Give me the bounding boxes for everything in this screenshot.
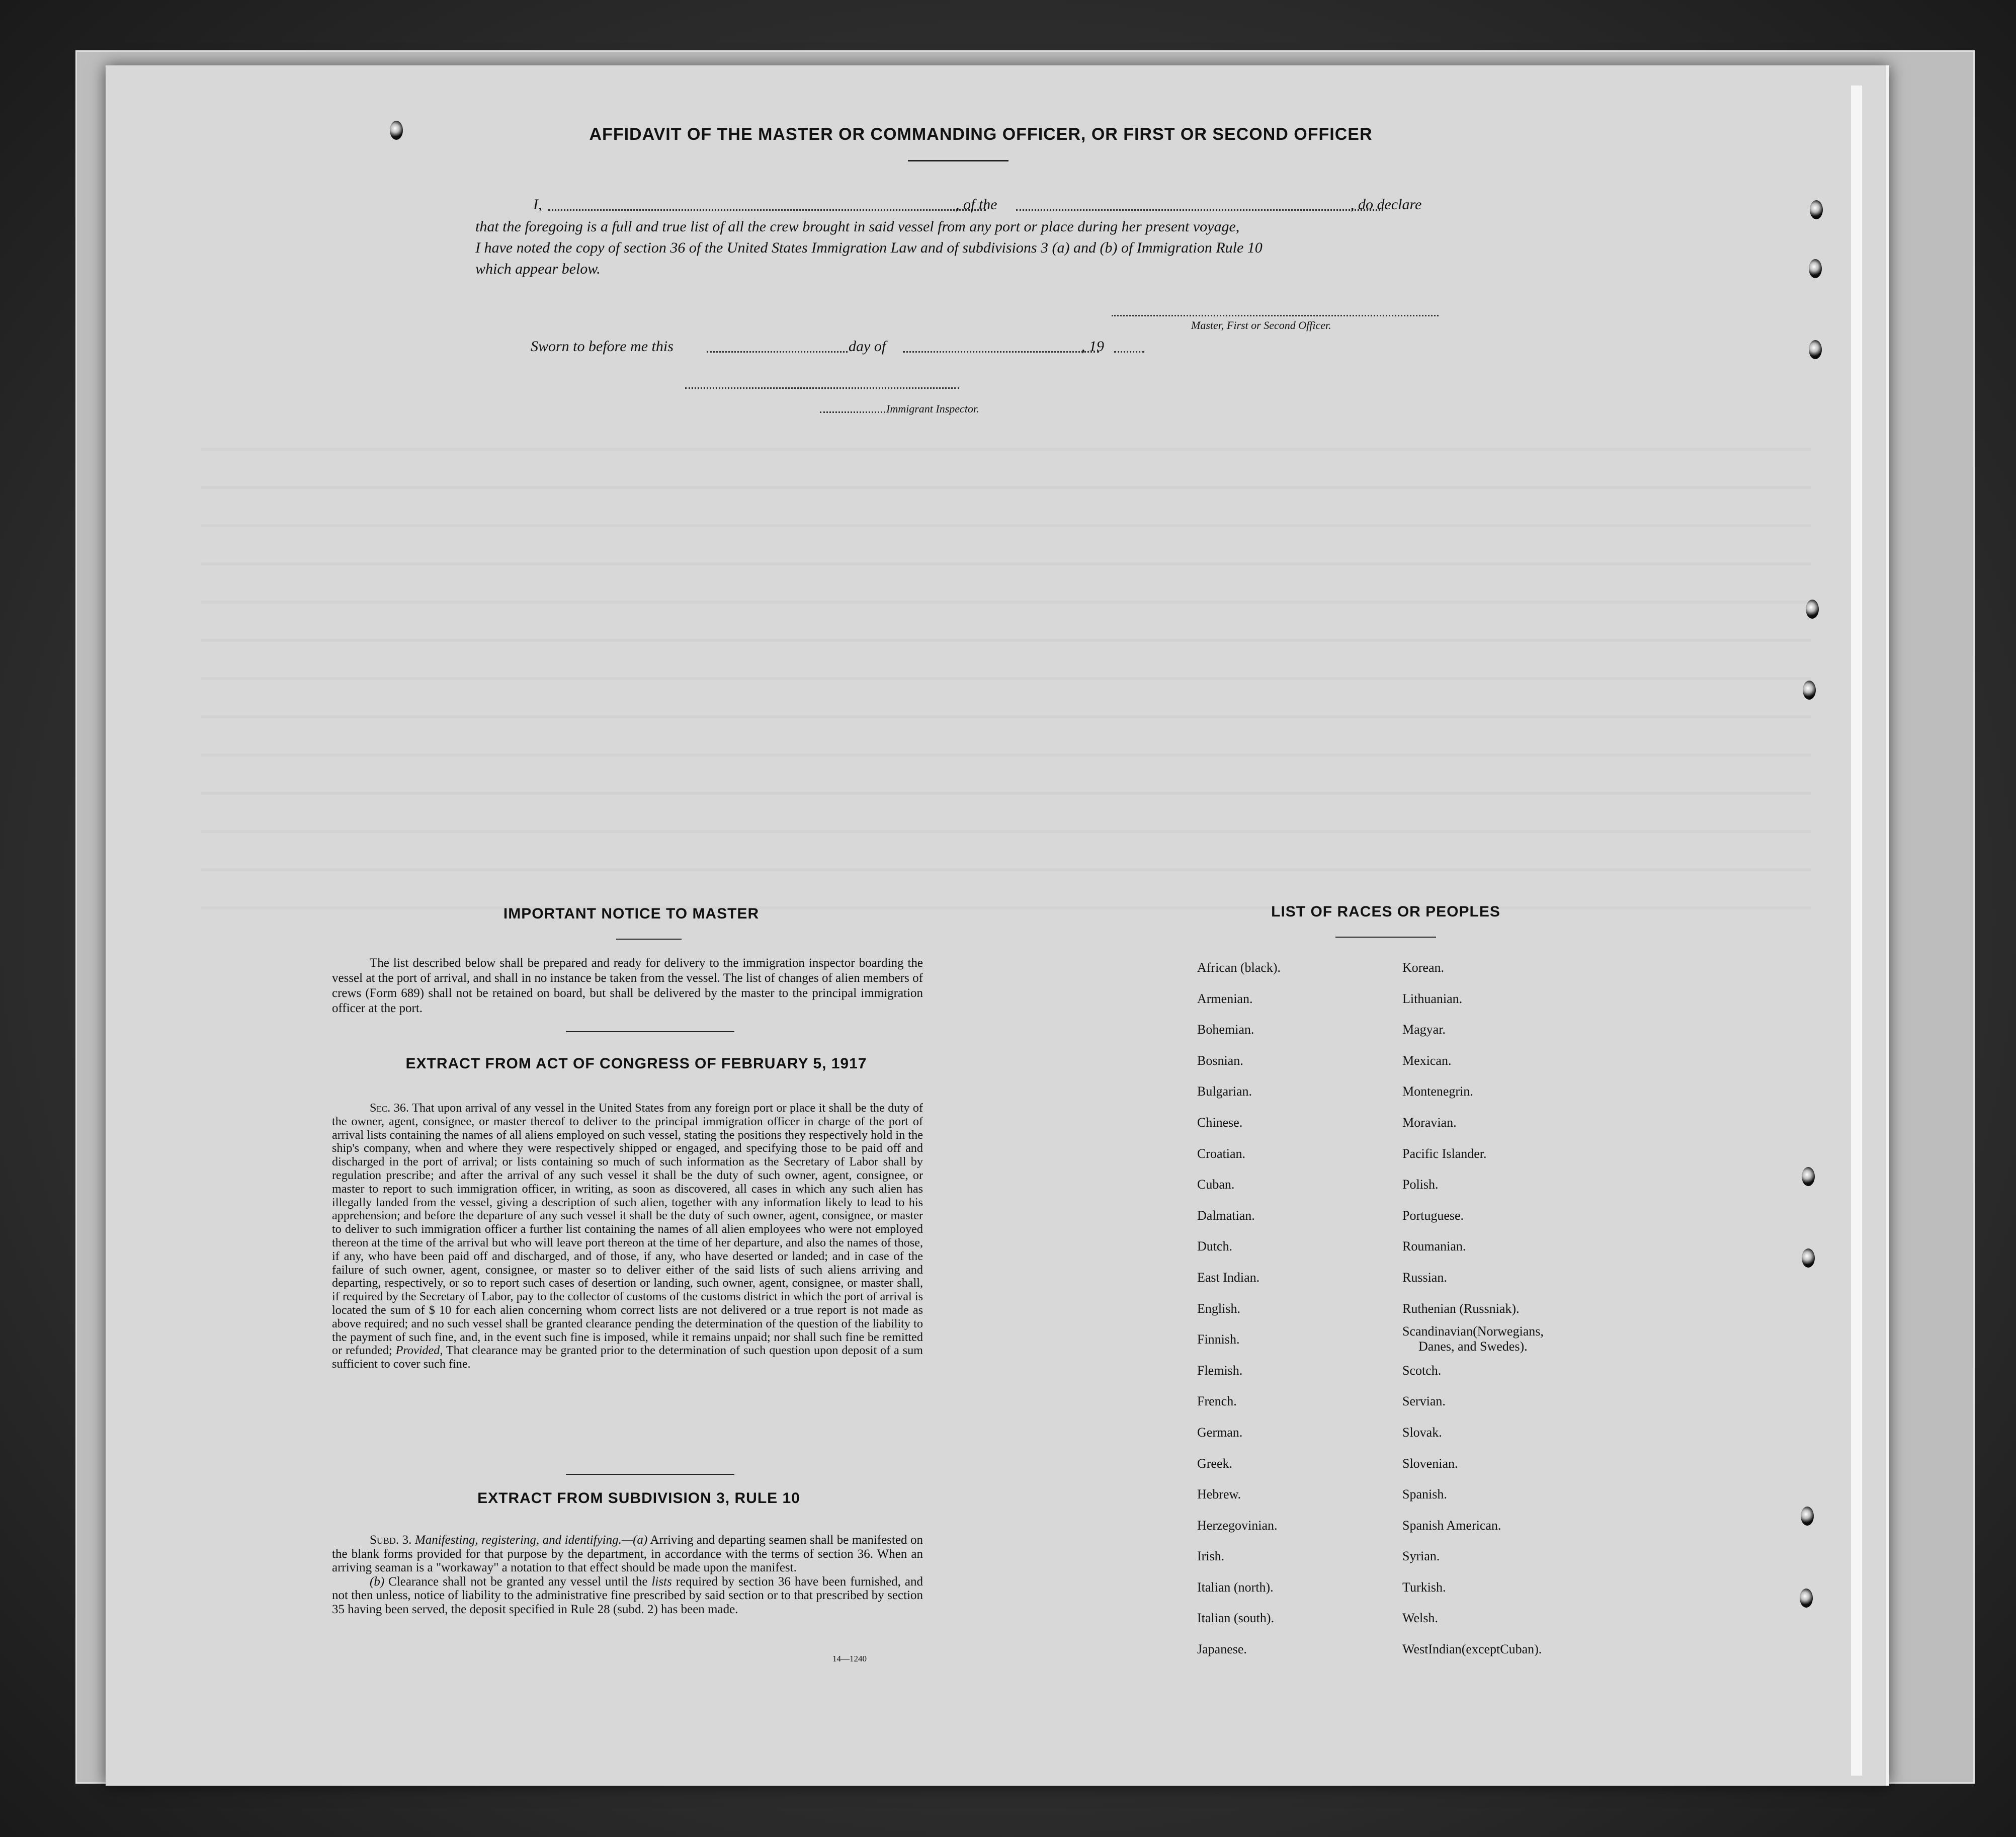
- notice-title: IMPORTANT NOTICE TO MASTER: [503, 905, 760, 922]
- race-item: Italian (south).: [1197, 1611, 1275, 1626]
- rule10-b: [332, 1575, 923, 1617]
- affidavit-of-the: , of the: [956, 196, 997, 213]
- sworn-year-label: , 19: [1081, 338, 1104, 355]
- rule10-a: [332, 1533, 923, 1575]
- punch-hole-icon: [1802, 1167, 1815, 1186]
- race-scandinavian-line2: Danes, and Swedes).: [1418, 1339, 1528, 1354]
- race-item: Slovenian.: [1402, 1456, 1458, 1471]
- race-item: Japanese.: [1197, 1642, 1247, 1657]
- title-divider: [908, 160, 1009, 161]
- rule10-text-b1: Clearance shall not be granted any vessel until the: [388, 1574, 648, 1589]
- affidavit-title: AFFIDAVIT OF THE MASTER OR COMMANDING OFFICER, OR FIRST OR SECOND OFFICER: [589, 125, 1373, 144]
- affidavit-i: I,: [533, 196, 542, 213]
- act-text: [332, 1102, 923, 1371]
- affidavit-declare: , do declare: [1351, 196, 1422, 213]
- race-item: Irish.: [1197, 1549, 1225, 1564]
- race-item: Syrian.: [1402, 1549, 1440, 1564]
- race-item: African (black).: [1197, 960, 1281, 975]
- affidavit-line-1: [533, 194, 1454, 215]
- sworn-month-field[interactable]: [903, 351, 1099, 353]
- notice-title-divider: [616, 939, 682, 940]
- bleed-through-area: [201, 412, 1811, 915]
- affidavit-line-3: I have noted the copy of section 36 of the United States Immigration Law and of subdivisions 3 (a) and (b) of Immigration Rule 10: [475, 239, 1263, 256]
- sworn-year-field[interactable]: [1114, 351, 1144, 353]
- inspector-label: Immigrant Inspector.: [886, 402, 979, 415]
- rule10-text-a: Arriving and departing seamen shall be manifested on the blank forms provided for that purpose by the department, in accordance with the terms of section 36. When an arriving seaman is a "workaway" a notation to that effect should be made upon the manifest.: [332, 1533, 923, 1574]
- race-item: Korean.: [1402, 960, 1445, 975]
- signature-field[interactable]: [1112, 315, 1439, 316]
- race-scandinavian-line1: Scandinavian(Norwegians,: [1402, 1324, 1544, 1339]
- section-divider-1: [566, 1031, 734, 1032]
- act-provided: Provided,: [395, 1344, 443, 1358]
- race-item: Servian.: [1402, 1394, 1446, 1409]
- race-item-scandinavian: [1402, 1324, 1614, 1355]
- race-item: Russian.: [1402, 1270, 1447, 1285]
- act-body: That upon arrival of any vessel in the United States from any foreign port or place it shall be the duty of the owner, agent, consignee, or master thereof to deliver to the principal immigration officer in charge of the port of arrival lists containing the names of all aliens employed on such vessel, stating the positions they respectively hold in the ship's company, when and where they were respectively shipped or engaged, and specifying those to be paid off and discharged in the port of arrival; or lists containing so much of such information as the Secretary of Labor shall by regulation prescribe; and after the arrival of any such vessel it shall be the duty of such owner, agent, consignee, or master to report to such immigration officer, in writing, as soon as discovered, all cases in which any such alien has illegally landed from the vessel, giving a description of such alien, together with any information likely to lead to his apprehension; and before the departure of any such vessel it shall be the duty of such owner, agent, consignee, or master to deliver to such immigration officer a further list containing the names of all alien employees who were not employed thereon at the time of the arrival but who will leave port thereon at the time of her departure, and also the names of those, if any, who have been paid off and discharged, and of those, if any, who have deserted or landed; and in case of the failure of such owner, agent, consignee, or master so to deliver either of the said lists of such aliens arriving and departing, respectively, or so to report such cases of desertion or landing, such owner, agent, consignee, or master shall, if required by the Secretary of Labor, pay to the collector of customs of the customs district in which the port of arrival is located the sum of $ 10 for each alien concerning whom correct lists are not delivered or a true report is not made as above required; and no such vessel shall be granted clearance pending the determination of the question of the liability to the payment of such fine, and, in the event such fine is imposed, while it remains unpaid; nor shall such fine be remitted or refunded;: [332, 1101, 923, 1358]
- race-item: Finnish.: [1197, 1332, 1240, 1347]
- rule10-heading: Manifesting, registering, and identifying.—(a): [414, 1533, 648, 1547]
- rule10-title: EXTRACT FROM SUBDIVISION 3, RULE 10: [477, 1490, 800, 1507]
- race-item: Hebrew.: [1197, 1487, 1241, 1502]
- race-item: Bohemian.: [1197, 1022, 1254, 1037]
- race-item: Pacific Islander.: [1402, 1146, 1487, 1161]
- act-sec-label: Sec. 36.: [370, 1101, 409, 1115]
- race-item: Italian (north).: [1197, 1579, 1274, 1595]
- race-item: French.: [1197, 1394, 1237, 1409]
- inspector-signature-field[interactable]: [685, 387, 959, 389]
- punch-hole-icon: [1802, 1248, 1815, 1268]
- punch-hole-icon: [390, 121, 403, 140]
- race-item: Slovak.: [1402, 1425, 1442, 1440]
- race-item: Turkish.: [1402, 1579, 1446, 1595]
- race-item: English.: [1197, 1301, 1240, 1316]
- sworn-day-label: day of: [849, 338, 886, 355]
- section-divider-2: [566, 1474, 734, 1475]
- race-item: Flemish.: [1197, 1363, 1243, 1378]
- rule10-label-b: (b): [370, 1574, 385, 1589]
- inspector-leader: [820, 411, 885, 413]
- race-item: Scotch.: [1402, 1363, 1442, 1378]
- punch-hole-icon: [1806, 600, 1819, 619]
- race-item: Bulgarian.: [1197, 1084, 1252, 1099]
- race-item: Montenegrin.: [1402, 1084, 1473, 1099]
- affidavit-line-2: that the foregoing is a full and true list of all the crew brought in said vessel from any port or place during her present voyage,: [475, 218, 1240, 235]
- rule10-text-b2: required by section 36 have been furnished, and not then unless, notice of liability to the administrative fine prescribed by said section or to that prescribed by section 35 having been served, the deposit specified in Rule 28 (subd. 2) has been made.: [332, 1574, 923, 1616]
- affidavit-line-4: which appear below.: [475, 261, 601, 277]
- race-item: Portuguese.: [1402, 1208, 1464, 1223]
- rule10-subd-label: Subd. 3.: [370, 1533, 412, 1547]
- race-item: Lithuanian.: [1402, 991, 1463, 1006]
- form-page: [106, 65, 1889, 1786]
- punch-hole-icon: [1809, 340, 1822, 359]
- punch-hole-icon: [1810, 200, 1823, 219]
- race-item: Ruthenian (Russniak).: [1402, 1301, 1520, 1316]
- notice-text: The list described below shall be prepared and ready for delivery to the immigration inspector boarding the vessel at the port of arrival, and shall in no instance be taken from the vessel. The list of changes of alien members of crews (Form 689) shall not be retained on board, but shall be delivered by the master to the principal immigration officer at the port.: [332, 956, 923, 1015]
- punch-hole-icon: [1800, 1589, 1813, 1608]
- race-item: Bosnian.: [1197, 1053, 1243, 1068]
- race-item: Chinese.: [1197, 1115, 1243, 1130]
- race-item: Herzegovinian.: [1197, 1518, 1278, 1533]
- act-title: EXTRACT FROM ACT OF CONGRESS OF FEBRUARY 5, 1917: [405, 1055, 867, 1072]
- race-item: Moravian.: [1402, 1115, 1457, 1130]
- sworn-day-field[interactable]: [707, 351, 848, 353]
- race-item: Cuban.: [1197, 1177, 1235, 1192]
- race-item: Dutch.: [1197, 1239, 1233, 1254]
- punch-hole-icon: [1803, 681, 1816, 700]
- race-item: Croatian.: [1197, 1146, 1246, 1161]
- page-edge: [1851, 86, 1862, 1776]
- race-item: Roumanian.: [1402, 1239, 1466, 1254]
- race-item: Magyar.: [1402, 1022, 1446, 1037]
- race-item: German.: [1197, 1425, 1243, 1440]
- race-item: Greek.: [1197, 1456, 1233, 1471]
- form-number: 14—1240: [832, 1654, 867, 1663]
- race-item: Polish.: [1402, 1177, 1439, 1192]
- race-item: WestIndian(exceptCuban).: [1402, 1642, 1542, 1657]
- race-item: Mexican.: [1402, 1053, 1452, 1068]
- act-body-end: That clearance may be granted prior to the determination of such question upon deposit of a sum sufficient to cover such fine.: [332, 1344, 923, 1371]
- race-item: East Indian.: [1197, 1270, 1260, 1285]
- rule10-text: [332, 1533, 923, 1616]
- rule10-lists: lists: [651, 1574, 672, 1589]
- punch-hole-icon: [1801, 1507, 1814, 1526]
- sworn-prefix: Sworn to before me this: [531, 338, 674, 355]
- sworn-line: [531, 336, 1185, 357]
- races-right-column: [1402, 952, 1614, 1665]
- race-item: Welsh.: [1402, 1611, 1438, 1626]
- race-item: Dalmatian.: [1197, 1208, 1255, 1223]
- race-item: Spanish American.: [1402, 1518, 1501, 1533]
- punch-hole-icon: [1809, 259, 1822, 278]
- race-item: Spanish.: [1402, 1487, 1447, 1502]
- races-left-column: [1197, 952, 1388, 1665]
- race-item: Armenian.: [1197, 991, 1253, 1006]
- name-field[interactable]: [548, 209, 986, 211]
- vessel-field[interactable]: [1016, 209, 1383, 211]
- races-title-divider: [1335, 937, 1436, 938]
- signature-label: Master, First or Second Officer.: [1191, 319, 1331, 331]
- races-title: LIST OF RACES OR PEOPLES: [1271, 903, 1500, 920]
